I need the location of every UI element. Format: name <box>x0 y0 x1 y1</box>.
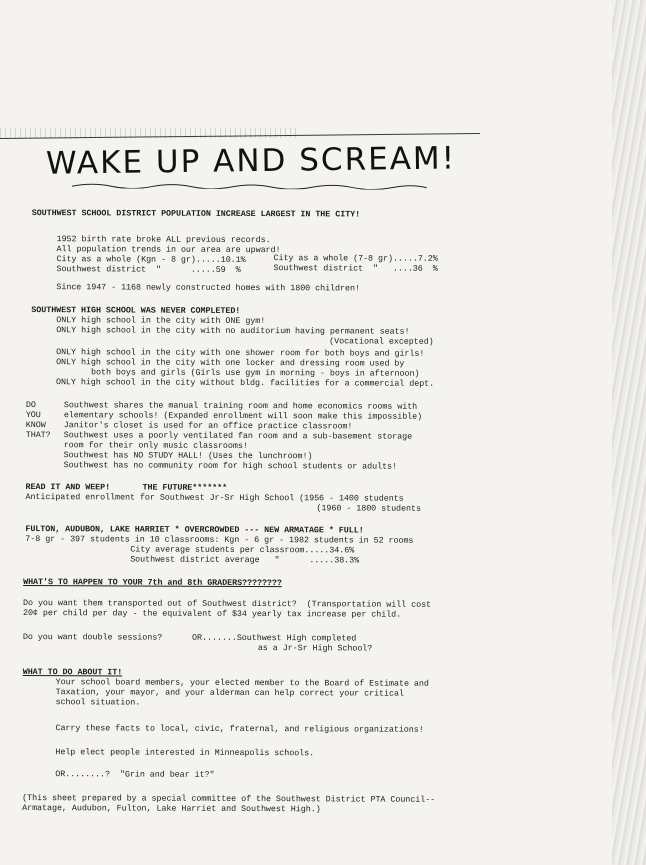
margin-word: THAT? <box>25 430 51 441</box>
what-to-do-title: WHAT TO DO ABOUT IT! <box>22 667 123 678</box>
anticipated-enrollment: Anticipated enrollment for Southwest Jr-Sr High School (1956 - 1400 students <box>25 492 404 504</box>
what-to-do-line: OR........? "Grin and bear it?" <box>55 769 215 780</box>
stat-city-78: City as a whole (7-8 gr).....7.2% <box>273 253 438 264</box>
the-future: THE FUTURE******* <box>142 482 228 493</box>
never-completed-line: both boys and girls (Girls use gym in morning - boys in afternoon) <box>91 367 420 379</box>
what-to-do-line: Your school board members, your elected member to the Board of Estimate and <box>55 677 429 689</box>
stat-homes: Since 1947 - 1168 newly constructed homes with 1800 children! <box>56 282 360 294</box>
what-to-do-line: Taxation, your mayor, and your alderman can help correct your critical <box>55 687 404 699</box>
margin-word: DO <box>25 400 36 411</box>
never-completed-line: ONLY high school in the city with one locker and dressing room used by <box>56 357 405 369</box>
southwest-average: Southwest district average " .....38.3% <box>130 554 360 566</box>
read-and-weep: READ IT AND WEEP! <box>25 482 111 493</box>
margin-word: KNOW <box>25 420 46 431</box>
subtitle: SOUTHWEST SCHOOL DISTRICT POPULATION INCREASE LARGEST IN THE CITY! <box>31 208 361 220</box>
footer-line: (This sheet prepared by a special committee of the Southwest District PTA Council-- <box>22 793 436 805</box>
overcrowded-title: FULTON, AUDUBON, LAKE HARRIET * OVERCROWDED --- NEW ARMATAGE * FULL! <box>25 524 364 536</box>
know-line: Southwest uses a poorly ventilated fan room and a sub-basement storage <box>63 430 413 442</box>
what-to-do-line: school situation. <box>55 697 141 708</box>
what-to-do-line: Carry these facts to local, civic, fraternal, and religious organizations! <box>55 723 424 735</box>
document-page <box>22 140 618 815</box>
stat-city-kgn: City as a whole (Kgn - 8 gr).....10.1% <box>56 254 246 265</box>
jr-sr-high: as a Jr-Sr High School? <box>257 643 373 654</box>
never-completed-line: (Vocational excepted) <box>329 336 434 347</box>
know-line: elementary schools! (Expanded enrollment will soon make this impossible) <box>63 410 423 422</box>
paper-edge <box>612 0 646 865</box>
margin-word: YOU <box>25 410 41 421</box>
headline-underline <box>72 182 427 190</box>
never-completed-line: ONLY high school in the city with no auditorium having permanent seats! <box>56 325 410 337</box>
what-to-do-line: Help elect people interested in Minneapolis schools. <box>55 747 315 759</box>
double-sessions: Do you want double sessions? OR.......Southwest High completed <box>22 632 357 644</box>
graders-line: 20¢ per child per day - the equivalent of $34 yearly tax increase per child. <box>22 608 402 620</box>
stat-trends: All population trends in our area are upward! <box>56 244 281 256</box>
stat-sw-kgn: Southwest district " .....59 % <box>56 264 241 275</box>
graders-line: Do you want them transported out of Southwest district? (Transportation will cost <box>23 598 432 610</box>
graders-title: WHAT'S TO HAPPEN TO YOUR 7th and 8th GRADERS???????? <box>23 577 282 589</box>
never-completed-line: ONLY high school in the city with one shower room for both boys and girls! <box>56 347 425 359</box>
never-completed-line: ONLY high school in the city without bldg. facilities for a commercial dept. <box>55 377 435 389</box>
never-completed-line: ONLY high school in the city with ONE gym! <box>56 315 266 327</box>
know-line: Southwest has no community room for high school students or adults! <box>63 460 398 472</box>
know-line: Southwest shares the manual training room and home economics rooms with <box>63 400 418 412</box>
stat-birth-rate: 1952 birth rate broke ALL previous records. <box>56 234 271 246</box>
know-line: Southwest has NO STUDY HALL! (Uses the lunchroom!) <box>63 450 313 462</box>
know-line: room for their only music classrooms! <box>63 440 248 451</box>
anticipated-enrollment-1960: (1960 - 1800 students <box>316 503 421 514</box>
footer-line: Armatage, Audubon, Fulton, Lake Harriet and Southwest High.) <box>22 803 321 815</box>
overcrowded-line: 7-8 gr - 397 students in 10 classrooms: Kgn - 6 gr - 1982 students in 52 rooms <box>25 534 414 546</box>
know-line: Janitor's closet is used for an office practice classroom! <box>63 420 353 432</box>
never-completed-title: SOUTHWEST HIGH SCHOOL WAS NEVER COMPLETED! <box>31 305 241 316</box>
headline: WAKE UP AND SCREAM! <box>45 140 457 182</box>
city-average: City average students per classroom.....34.6% <box>130 544 355 556</box>
stat-sw-78: Southwest district " ....36 % <box>273 263 438 274</box>
